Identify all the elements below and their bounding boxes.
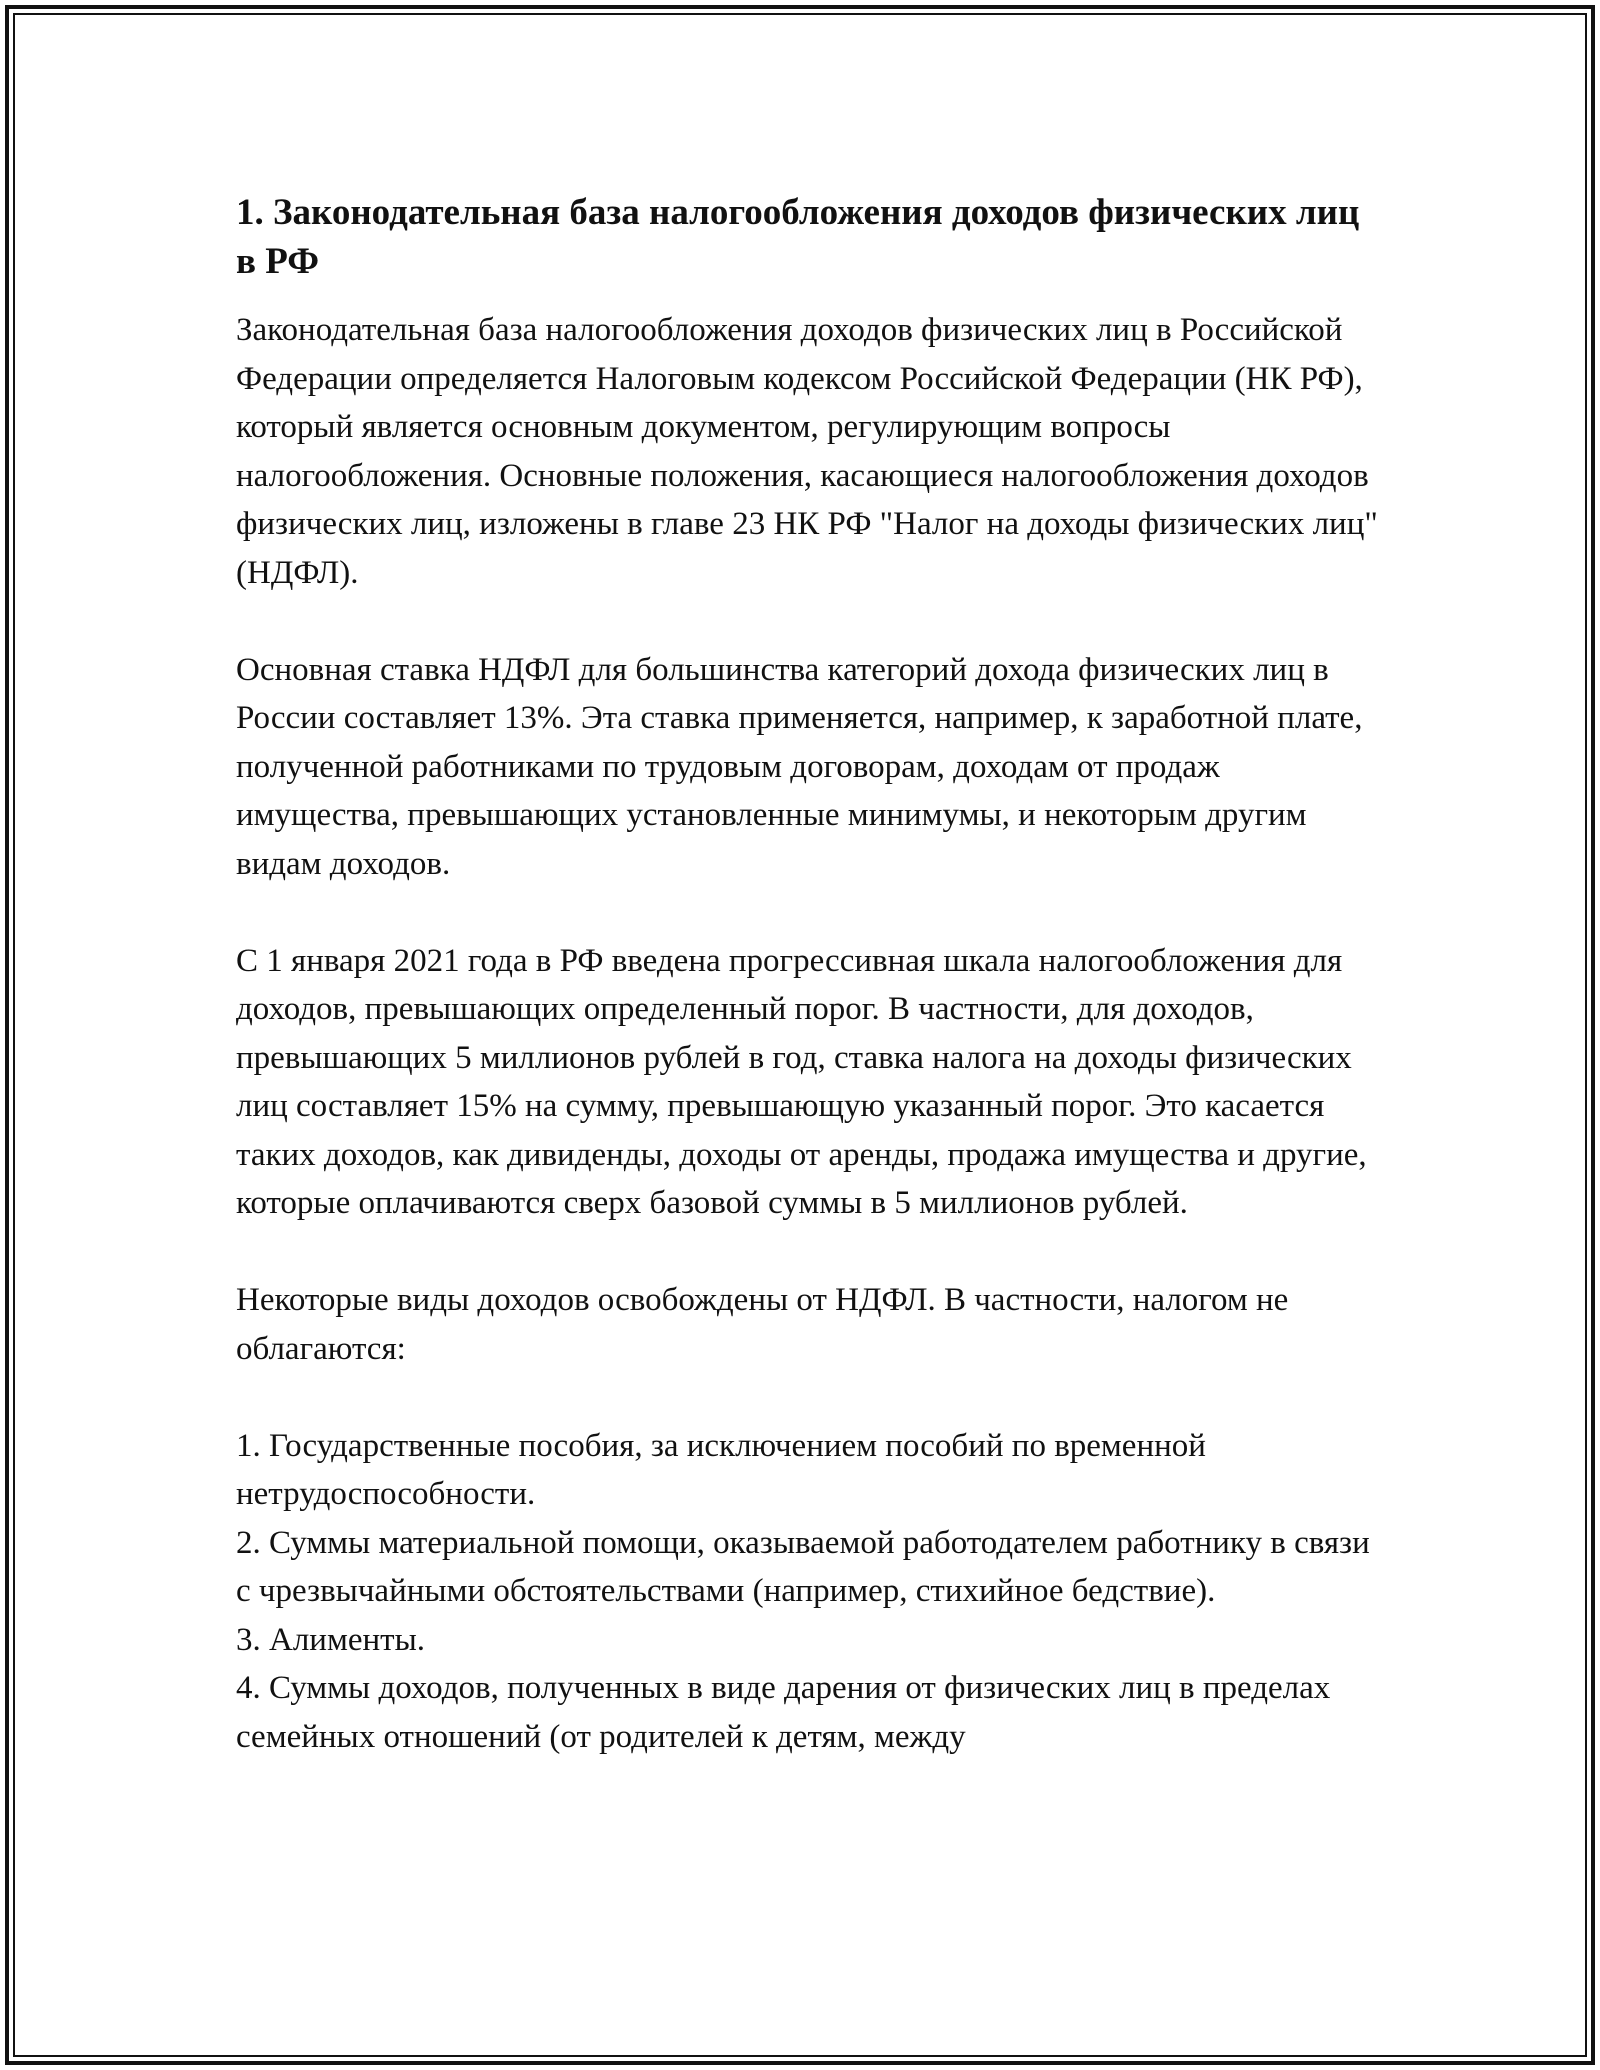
paragraph-base-rate: Основная ставка НДФЛ для большинства категорий дохода физических лиц в России составляет 13%. Эта ставка применяется, например, к заработной плате, полученной работниками по трудовым договорам, доходам от продаж имущества, превышающих установленные минимумы, и некоторым другим видам доходов. — [236, 651, 1363, 882]
list-item: 4. Суммы доходов, полученных в виде дарения от физических лиц в пределах семейных отношений (от родителей к детям, между — [236, 1670, 1331, 1755]
paragraph-progressive-scale: С 1 января 2021 года в РФ введена прогрессивная шкала налогообложения для доходов, превышающих определенный порог. В частности, для доходов, превышающих 5 миллионов рублей в год, ставка налога на доходы физических лиц составляет 15% на сумму, превышающую указанный порог. Это касается таких доходов, как дивиденды, доходы от аренды, продажа имущества и другие, которые оплачиваются сверх базовой суммы в 5 миллионов рублей. — [236, 942, 1367, 1221]
list-item: 3. Алименты. — [236, 1621, 425, 1658]
list-item: 1. Государственные пособия, за исключением пособий по временной нетрудоспособности. — [236, 1427, 1206, 1512]
paragraph-exemptions-intro: Некоторые виды доходов освобождены от НДФЛ. В частности, налогом не облагаются: — [236, 1282, 1289, 1367]
section-title: 1. Законодательная база налогообложения доходов физических лиц в РФ — [236, 192, 1360, 282]
exemptions-list — [236, 1422, 1386, 1762]
paragraph-legal-basis: Законодательная база налогообложения доходов физических лиц в Российской Федерации определяется Налоговым кодексом Российской Федерации (НК РФ), который является основным документом, регулирующим вопросы налогообложения. Основные положения, касающиеся налогообложения доходов физических лиц, изложены в главе 23 НК РФ "Налог на доходы физических лиц" (НДФЛ). — [236, 312, 1378, 591]
list-item: 2. Суммы материальной помощи, оказываемой работодателем работнику в связи с чрезвычайными обстоятельствами (например, стихийное бедствие). — [236, 1524, 1370, 1609]
document-body — [236, 188, 1386, 1761]
